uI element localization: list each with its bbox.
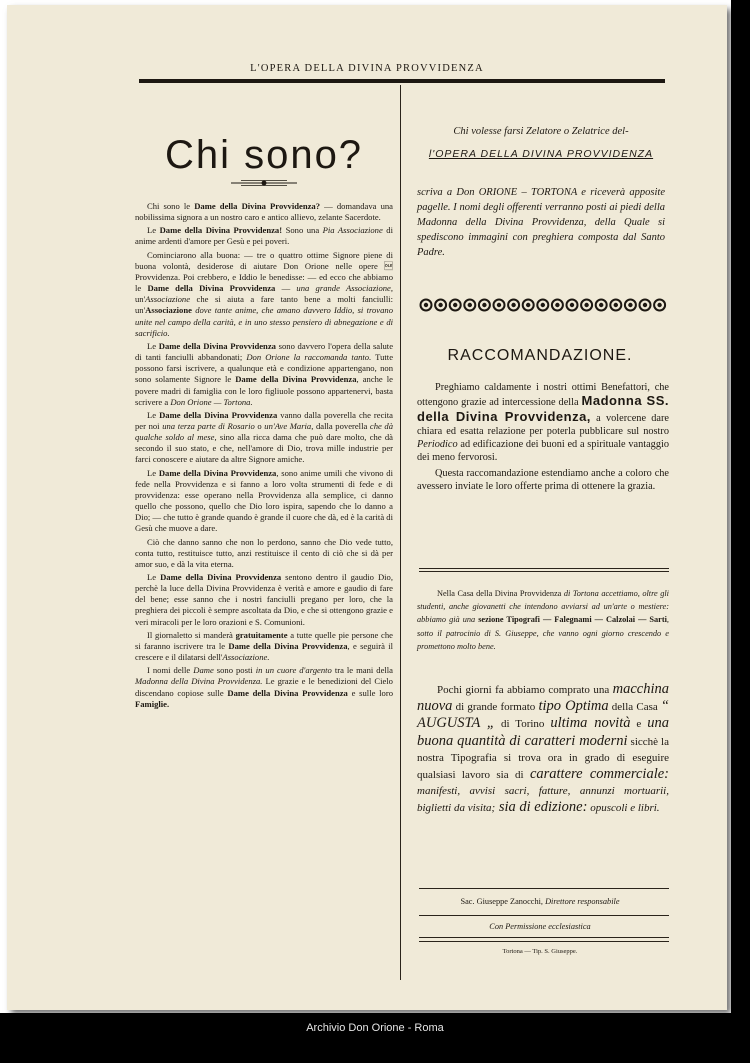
text-run: ultima novità bbox=[550, 715, 631, 732]
text-run: , un' bbox=[135, 283, 394, 305]
raccomandazione-title: RACCOMANDAZIONE. bbox=[447, 347, 633, 364]
text-run: Nella Casa della Divina Provvidenza bbox=[437, 589, 564, 598]
text-run: Le bbox=[147, 225, 160, 236]
paragraph bbox=[135, 468, 393, 535]
text-run: Dame bbox=[193, 665, 214, 676]
text-run: preghiera composta dal Santo Padre. bbox=[417, 232, 665, 258]
ornament-knot bbox=[654, 300, 665, 311]
text-run: Famiglie. bbox=[135, 698, 170, 709]
ornament-knot bbox=[508, 300, 519, 311]
text-run: Don ORIONE bbox=[456, 187, 518, 198]
text-run: Madonna SS. della Divina Provvidenza, bbox=[417, 393, 669, 424]
section-rule bbox=[419, 888, 669, 889]
scan-border-bottom bbox=[0, 1013, 750, 1063]
text-run: sono davvero l'opera della salute di tanti fanciulli abbandonati; bbox=[135, 340, 394, 363]
text-run: Le bbox=[147, 572, 161, 582]
running-header: L'OPERA DELLA DIVINA PROVVIDENZA bbox=[250, 63, 484, 74]
text-run: Dame della Divina Provvidenza! bbox=[159, 225, 283, 236]
text-run: , e seguirà il crescere e il dilatarsi dell' bbox=[135, 640, 393, 663]
text-run: Chi sono le bbox=[147, 201, 195, 211]
text-run: di anime ardenti d'amore per Gesù e pei poveri. bbox=[135, 225, 393, 247]
ornament-knot bbox=[537, 300, 548, 311]
ornament-knot bbox=[625, 300, 636, 311]
text-run: della Casa bbox=[608, 701, 661, 714]
scan-border-right bbox=[731, 0, 750, 1013]
paragraph bbox=[135, 665, 393, 710]
text-run: tra le mani della bbox=[331, 665, 393, 676]
paragraph bbox=[135, 250, 393, 339]
text-run: , sino alla ricca dama che può dare molto, che dà secondo il suo stato, e che, nell'amore di Dio, trova mille industrie per farci conoscere e aiutare da altre Signore amiche. bbox=[135, 432, 393, 465]
text-run: Cominciarono alla buona: — tre o quattro ottime Signore piene di buona volontà, desiderose di aiutare Don Orione nelle opere  Provvidenza. Poi crebbero, e Iddio le benedisse: — ed ecco che abbiamo le bbox=[135, 249, 393, 294]
text-run: e riceverà apposite bbox=[577, 187, 665, 198]
paragraph bbox=[135, 410, 393, 466]
zelatore-line: Chi volesse farsi Zelatore o Zelatrice del- bbox=[453, 126, 629, 137]
gerente-role: Direttore responsabile bbox=[545, 897, 620, 906]
paragraph bbox=[417, 381, 669, 465]
ornament-knot bbox=[479, 300, 490, 311]
text-run: Il giornaletto si manderà bbox=[147, 629, 236, 640]
ornament-border bbox=[419, 298, 669, 312]
paragraph bbox=[135, 201, 393, 223]
paragraph bbox=[417, 467, 669, 494]
text-run: Dame della Divina Provvidenza bbox=[159, 409, 278, 420]
text-run: tipo Optima bbox=[538, 698, 609, 715]
text-run: , sotto il patrocinio di S. Giuseppe, che vanno ogni giorno crescendo e promettono molto bene. bbox=[417, 615, 669, 651]
text-run: , dalla poverella bbox=[311, 420, 370, 431]
text-run: Pia Associazione bbox=[322, 225, 383, 236]
text-run: Dame della Divina Provvidenza bbox=[160, 572, 282, 582]
text-run: a volercene dare chiara ed esatta relazione per poterla pubblicare sul nostro bbox=[417, 412, 669, 437]
text-run: , anche le povere madri di famiglia con le loro figliuole possono appartenervi, basta scrivere a bbox=[135, 374, 393, 407]
text-run: Associazione bbox=[145, 294, 191, 305]
title-ornament bbox=[231, 178, 297, 188]
text-run: Dame della Divina Provvidenza bbox=[147, 283, 276, 294]
ornament-knot bbox=[435, 300, 446, 311]
text-run: Ciò che danno sanno che non lo perdono, sanno che Dio vede tutto, conta tutto, restituisce tutto, anzi restituisce il cento di ciò che si dà per amor suo, e dà la vita eterna. bbox=[135, 536, 393, 569]
tipografia-notice bbox=[417, 681, 669, 817]
text-run: e bbox=[630, 718, 648, 731]
text-run: carattere commerciale: bbox=[529, 766, 669, 783]
ornament-knot bbox=[640, 300, 651, 311]
paragraph bbox=[135, 537, 393, 570]
text-run: dove tante anime, che amano davvero Iddio, si trovano unite nel campo della carità, e in uno stesso pensiero di abnegazione e di sacrificio. bbox=[135, 305, 393, 338]
text-run: che si aiuta a fare tanto bene a molti fanciulli: un' bbox=[135, 294, 393, 316]
text-run: Associazione. bbox=[222, 652, 270, 663]
paragraph bbox=[135, 572, 393, 628]
text-run: , sono anime umili che vivono di fede nella Provvidenza e si fanno a loro volta strumenti di fede e di provvidenza: esse operano nella Provvidenza alla semplice, ci danno quello che possono, quello che Dio loro ispira, sapendo che lo danno a Dio; — che tutto è grande quando è grande il cuore che dà, ed è la carità di Gesù che muove a dare. bbox=[135, 467, 393, 534]
text-run: a tutte quelle pie persone che si faranno iscrivere tra le bbox=[135, 629, 393, 651]
text-run: di Tortona accettiamo, oltre gli studenti, anche giovanetti che intendono avviarsi ad un'arte o mestiere: abbiamo già una bbox=[417, 589, 669, 625]
text-run: vanno dalla poverella che recita per noi bbox=[135, 409, 393, 431]
text-run: Tutte possono farsi iscrivere, a qualunque età e condizione appartengano, non sono solamente Signore le bbox=[135, 352, 394, 385]
text-run: e sulle loro bbox=[347, 687, 393, 698]
printer-line: Tortona — Tip. S. Giuseppe. bbox=[502, 948, 578, 955]
paragraph bbox=[135, 225, 393, 247]
text-run: di grande formato bbox=[452, 701, 539, 714]
text-run: Dame della Divina Provvidenza bbox=[227, 687, 348, 698]
paragraph bbox=[135, 630, 393, 663]
ornament-knot bbox=[523, 300, 534, 311]
article-body bbox=[135, 201, 393, 712]
header-rule bbox=[139, 79, 665, 83]
ornament-knot bbox=[581, 300, 592, 311]
text-run: una terza parte di Rosario bbox=[162, 420, 255, 431]
text-run: sono posti bbox=[213, 665, 256, 676]
gerente-name: Sac. Giuseppe Zanocchi, bbox=[460, 897, 546, 906]
text-run: sia di edizione: bbox=[495, 799, 588, 816]
column-divider bbox=[400, 85, 401, 980]
paragraph bbox=[417, 681, 669, 817]
ornament-knot bbox=[464, 300, 475, 311]
text-run: Preghiamo caldamente i nostri ottimi Benefattori, che ottengono grazie ad intercessione della bbox=[417, 382, 669, 409]
ornament-knot bbox=[494, 300, 505, 311]
text-run: Dame della Divina Provvidenza bbox=[228, 640, 348, 651]
text-run: in un cuore d'argento bbox=[255, 665, 332, 676]
text-run: Madonna della Divina Provvidenza. bbox=[135, 676, 263, 687]
zelatore-body bbox=[417, 185, 665, 260]
zelatore-heading bbox=[415, 125, 667, 161]
text-run: una grande Associazione bbox=[296, 283, 391, 294]
text-run: una buona quantità di caratteri moderni bbox=[417, 715, 670, 749]
ornament-knot bbox=[450, 300, 461, 311]
text-run: Le bbox=[147, 467, 159, 478]
text-run: Le bbox=[147, 409, 160, 420]
text-run: che dà qualche soldo al mese bbox=[135, 420, 394, 443]
text-run: Associazione bbox=[145, 305, 192, 316]
text-run: macchina nuova bbox=[417, 681, 669, 715]
ornament-knot bbox=[567, 300, 578, 311]
ornament-knot bbox=[421, 300, 432, 311]
text-run: Don Orione — Tortona. bbox=[170, 396, 253, 407]
text-run: — domandava una nobilissima signora a un nostro caro e antico allievo, zelante Sacerdote. bbox=[135, 201, 393, 223]
archive-caption: Archivio Don Orione - Roma bbox=[306, 1022, 444, 1034]
text-run: opuscoli e libri. bbox=[587, 802, 660, 815]
text-run: sicchè la nostra Tipografia si trova ora in grado di eseguire qualsiasi lavoro sia di bbox=[417, 735, 669, 782]
permission-line: Con Permissione ecclesiastica bbox=[489, 922, 591, 931]
document-page bbox=[7, 5, 727, 1010]
text-run: di Torino bbox=[495, 718, 551, 731]
text-run: manifesti, avvisi sacri, fatture, annunzi mortuarii, biglietti da visita; bbox=[417, 785, 669, 815]
gerente-line bbox=[409, 897, 671, 906]
zelatore-title: l'OPERA DELLA DIVINA PROVVIDENZA bbox=[428, 148, 654, 160]
raccomandazione-body bbox=[417, 381, 669, 495]
paragraph bbox=[417, 587, 669, 653]
text-run: Dame della Divina Provvidenza bbox=[158, 340, 276, 351]
text-run: — bbox=[275, 283, 297, 294]
text-run: Le grazie e le benedizioni del Cielo discendano copiose sulle bbox=[135, 676, 393, 698]
text-run: ad edificazione dei buoni ed a spirituale vantaggio dei meno fervorosi. bbox=[417, 439, 669, 464]
text-run: “ AUGUSTA „ bbox=[417, 698, 669, 732]
text-run: – bbox=[517, 187, 531, 198]
text-run: sentono dentro il gaudio Dio, perchè la luce della Divina Provvidenza è verità e amore e gaudio di fare del bene; esse sanno che i nostri fanciulli pregano per loro, che la preghiera dei piccoli è sempre ascoltata da Dio, e che si ottengono grazie e veri miracoli per le loro orazioni e S. Comunioni. bbox=[135, 572, 393, 627]
ornament-knot bbox=[610, 300, 621, 311]
text-run: Periodico bbox=[417, 439, 458, 451]
text-run: Sono una bbox=[282, 225, 323, 236]
paragraph bbox=[135, 341, 393, 408]
text-run: o bbox=[254, 420, 265, 431]
text-run: sezione Tipografi — Falegnami — Calzolai — Sarti bbox=[478, 615, 667, 625]
casa-notice bbox=[417, 587, 669, 653]
ornament-knot bbox=[552, 300, 563, 311]
article-title: Chi sono? bbox=[164, 133, 364, 177]
section-rule bbox=[419, 568, 669, 572]
text-run: un'Ave Maria bbox=[264, 420, 312, 431]
ornament-knot bbox=[596, 300, 607, 311]
text-run: . I nomi degli offerenti verranno posti ai piedi della Madonna della Divina Provvidenza, della Quale si spediscono immagini con bbox=[417, 202, 665, 243]
text-run: Don Orione la raccomanda tanto. bbox=[246, 352, 372, 363]
section-rule bbox=[419, 937, 669, 942]
text-run: scriva a bbox=[417, 187, 457, 198]
text-run: gratuitamente bbox=[235, 629, 288, 640]
text-run: TORTONA bbox=[530, 187, 578, 198]
text-run: Dame della Divina Provvidenza bbox=[158, 467, 277, 478]
text-run: Pochi giorni fa abbiamo comprato una bbox=[437, 684, 613, 696]
text-run: Le bbox=[147, 340, 159, 351]
text-run: Dame della Divina Provvidenza? bbox=[194, 201, 321, 211]
text-run: Dame della Divina Provvidenza bbox=[235, 374, 357, 385]
section-rule bbox=[419, 915, 669, 916]
text-run: I nomi delle bbox=[147, 665, 194, 676]
text-run: pagelle bbox=[417, 202, 448, 213]
text-run: Questa raccomandazione estendiamo anche a coloro che avessero inviate le loro offerte prima di ottenere la grazia. bbox=[417, 467, 669, 493]
